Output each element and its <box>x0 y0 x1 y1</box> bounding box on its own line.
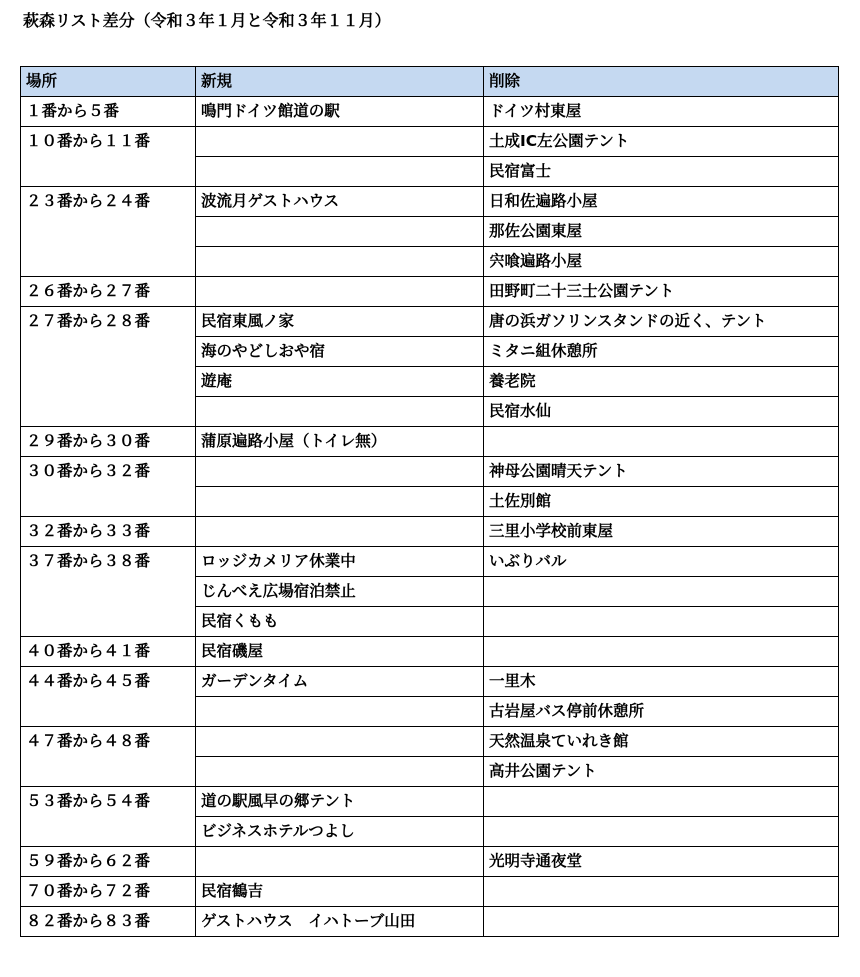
new-cell: ガーデンタイム <box>196 667 484 697</box>
table-row <box>21 907 839 937</box>
deleted-cell: 光明寺通夜堂 <box>484 847 839 877</box>
header-deleted: 削除 <box>484 67 839 97</box>
header-new: 新規 <box>196 67 484 97</box>
range-cell: ５９番から６２番 <box>21 847 196 877</box>
range-cell: ４０番から４１番 <box>21 637 196 667</box>
table-row <box>21 667 839 697</box>
deleted-cell <box>484 787 839 817</box>
range-cell: ７０番から７２番 <box>21 877 196 907</box>
table-row <box>21 637 839 667</box>
page-title: 萩森リスト差分（令和３年１月と令和３年１１月） <box>23 11 391 30</box>
deleted-cell: 三里小学校前東屋 <box>484 517 839 547</box>
deleted-cell <box>484 907 839 937</box>
table-row <box>21 307 839 337</box>
new-cell: 鳴門ドイツ館道の駅 <box>196 97 484 127</box>
table-row <box>21 457 839 487</box>
deleted-cell: 日和佐遍路小屋 <box>484 187 839 217</box>
deleted-cell: 宍喰遍路小屋 <box>484 247 839 277</box>
range-cell: ３２番から３３番 <box>21 517 196 547</box>
deleted-cell: 那佐公園東屋 <box>484 217 839 247</box>
new-cell: 民宿くもも <box>196 607 484 637</box>
range-cell: ２３番から２４番 <box>21 187 196 277</box>
deleted-cell: 高井公園テント <box>484 757 839 787</box>
new-cell <box>196 127 484 157</box>
new-cell: 民宿鶴吉 <box>196 877 484 907</box>
new-cell <box>196 757 484 787</box>
new-cell <box>196 397 484 427</box>
deleted-cell: 一里木 <box>484 667 839 697</box>
range-cell: ２６番から２７番 <box>21 277 196 307</box>
deleted-cell: 神母公園晴天テント <box>484 457 839 487</box>
deleted-cell: ドイツ村東屋 <box>484 97 839 127</box>
range-cell: ５３番から５４番 <box>21 787 196 847</box>
deleted-cell: 土佐別館 <box>484 487 839 517</box>
table-row <box>21 427 839 457</box>
table-row <box>21 847 839 877</box>
new-cell <box>196 517 484 547</box>
new-cell: 海のやどしおや宿 <box>196 337 484 367</box>
new-cell <box>196 487 484 517</box>
range-cell: １０番から１１番 <box>21 127 196 187</box>
table-row <box>21 727 839 757</box>
range-cell: ２７番から２８番 <box>21 307 196 427</box>
deleted-cell: 民宿水仙 <box>484 397 839 427</box>
table-row <box>21 877 839 907</box>
deleted-cell: 土成IC左公園テント <box>484 127 839 157</box>
new-cell: じんべえ広場宿泊禁止 <box>196 577 484 607</box>
new-cell <box>196 457 484 487</box>
range-cell: ８２番から８３番 <box>21 907 196 937</box>
new-cell: ビジネスホテルつよし <box>196 817 484 847</box>
table-row <box>21 787 839 817</box>
deleted-cell: 古岩屋バス停前休憩所 <box>484 697 839 727</box>
new-cell <box>196 247 484 277</box>
deleted-cell <box>484 607 839 637</box>
deleted-cell: 天然温泉ていれき館 <box>484 727 839 757</box>
range-cell: ３７番から３８番 <box>21 547 196 637</box>
deleted-cell: いぶりバル <box>484 547 839 577</box>
new-cell: ロッジカメリア休業中 <box>196 547 484 577</box>
deleted-cell <box>484 577 839 607</box>
header-row <box>21 67 839 97</box>
table-row <box>21 517 839 547</box>
table-row <box>21 97 839 127</box>
deleted-cell: ミタニ組休憩所 <box>484 337 839 367</box>
range-cell: ２９番から３０番 <box>21 427 196 457</box>
table-row <box>21 127 839 157</box>
deleted-cell: 唐の浜ガソリンスタンドの近く、テント <box>484 307 839 337</box>
new-cell <box>196 847 484 877</box>
table-body <box>21 97 839 937</box>
deleted-cell <box>484 427 839 457</box>
new-cell <box>196 277 484 307</box>
table-row <box>21 277 839 307</box>
new-cell: ゲストハウス イハトーブ山田 <box>196 907 484 937</box>
new-cell: 民宿東風ノ家 <box>196 307 484 337</box>
new-cell: 民宿磯屋 <box>196 637 484 667</box>
deleted-cell: 民宿富士 <box>484 157 839 187</box>
range-cell: ３０番から３２番 <box>21 457 196 517</box>
header-range: 場所 <box>21 67 196 97</box>
deleted-cell <box>484 817 839 847</box>
new-cell <box>196 157 484 187</box>
new-cell: 蒲原遍路小屋（トイレ無） <box>196 427 484 457</box>
new-cell <box>196 217 484 247</box>
new-cell <box>196 727 484 757</box>
deleted-cell: 田野町二十三士公園テント <box>484 277 839 307</box>
table-row <box>21 547 839 577</box>
new-cell: 波流月ゲストハウス <box>196 187 484 217</box>
range-cell: ４４番から４５番 <box>21 667 196 727</box>
range-cell: ４７番から４８番 <box>21 727 196 787</box>
new-cell: 道の駅風早の郷テント <box>196 787 484 817</box>
new-cell: 遊庵 <box>196 367 484 397</box>
deleted-cell <box>484 877 839 907</box>
deleted-cell <box>484 637 839 667</box>
range-cell: １番から５番 <box>21 97 196 127</box>
new-cell <box>196 697 484 727</box>
deleted-cell: 養老院 <box>484 367 839 397</box>
diff-table <box>20 66 839 937</box>
table-row <box>21 187 839 217</box>
